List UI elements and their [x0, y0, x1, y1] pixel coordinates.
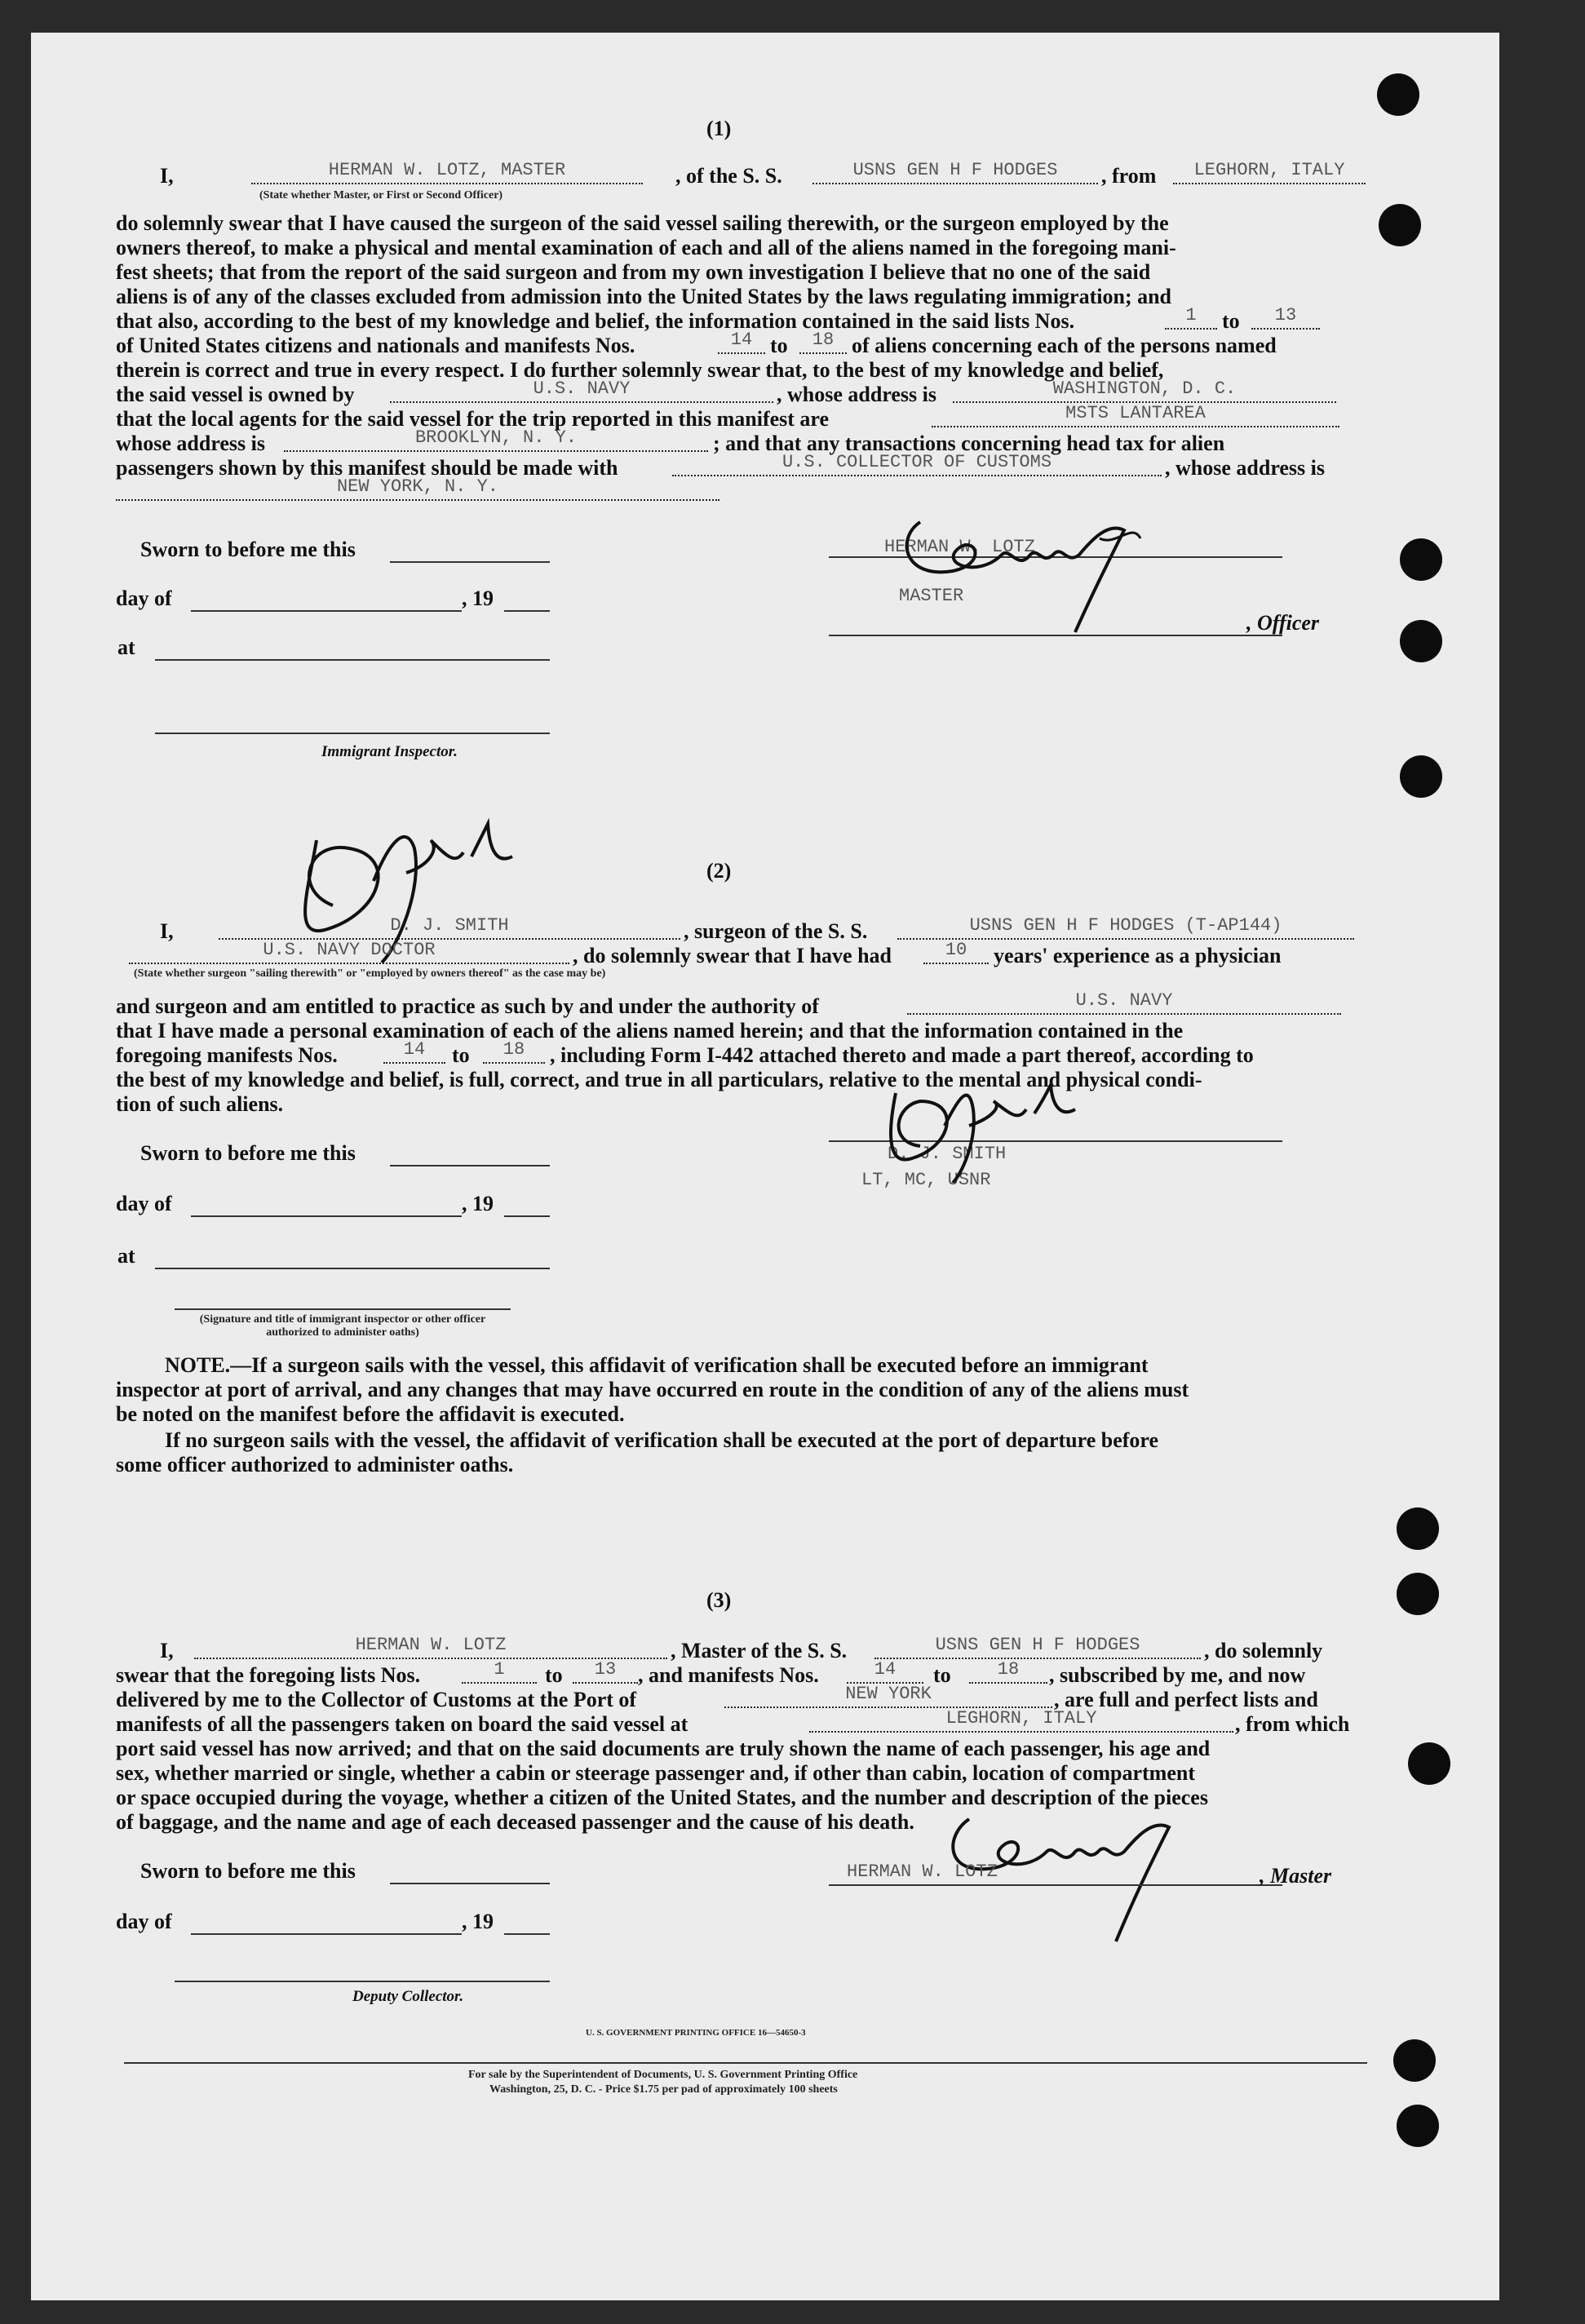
form-page — [31, 33, 1499, 2300]
to-label-2: to — [770, 334, 788, 357]
to-label-3: to — [452, 1043, 470, 1067]
punch-hole — [1397, 1573, 1439, 1615]
section-3-heading: (3) — [706, 1588, 732, 1612]
agents-address-label: whose address is — [116, 432, 266, 455]
punch-hole — [1408, 1742, 1450, 1785]
of-the-ss-label: , of the S. S. — [675, 164, 782, 188]
i-label-2: I, — [160, 919, 174, 943]
solemnly-label: , do solemnly — [1204, 1639, 1323, 1662]
para1-line2: owners thereof, to make a physical and mental examination of each and all of the aliens named in the foregoing mani- — [116, 236, 1176, 259]
aliens-text: of aliens concerning each of the persons named — [852, 334, 1277, 357]
vessel-field: USNS GEN H F HODGES — [812, 158, 1098, 184]
note-line-2: inspector at port of arrival, and any changes that may have occurred en route in the condition of any of the aliens must — [116, 1378, 1189, 1401]
manifests-to-field: 18 — [799, 328, 847, 354]
agents-field: MSTS LANTAREA — [932, 401, 1339, 427]
signer-typed-1: HERMAN W. LOTZ — [884, 537, 1035, 557]
surgeon-state-note: (State whether surgeon "sailing therewith" or "employed by owners thereof" as the case may be) — [134, 967, 606, 980]
master-name-field-3: HERMAN W. LOTZ — [194, 1633, 667, 1659]
manifests-from-field: 14 — [718, 328, 765, 354]
nineteen-label-3: , 19 — [462, 1910, 494, 1933]
signer-typed-2: D. J. SMITH — [888, 1144, 1007, 1164]
sale-line-2: Washington, 25, D. C. - Price $1.75 per pad of approximately 100 sheets — [489, 2083, 838, 2096]
manifests-from-field-3: 14 — [847, 1658, 923, 1684]
collector-address-field: NEW YORK, N. Y. — [116, 475, 719, 501]
day-of-label-3: day of — [116, 1910, 172, 1933]
to-label-4: to — [545, 1663, 563, 1687]
lists-to-field-3: 13 — [573, 1658, 638, 1684]
master-signature-1 — [888, 489, 1165, 644]
years-field: 10 — [923, 938, 989, 964]
surgeon-name-field: D. J. SMITH — [219, 914, 680, 940]
punch-hole — [1400, 755, 1442, 798]
at-label-1: at — [117, 635, 135, 659]
punch-hole — [1379, 204, 1421, 246]
punch-hole — [1400, 538, 1442, 581]
sale-line-1: For sale by the Superintendent of Documents, U. S. Government Printing Office — [468, 2069, 858, 2081]
nineteen-label-1: , 19 — [462, 587, 494, 610]
signer-title-1: MASTER — [899, 586, 964, 606]
day-of-label-2: day of — [116, 1192, 172, 1215]
punch-hole — [1377, 73, 1419, 116]
inspector-label: Immigrant Inspector. — [321, 743, 458, 760]
nineteen-label-2: , 19 — [462, 1192, 494, 1215]
sworn-label-2: Sworn to before me this — [140, 1141, 356, 1165]
master-of-label: , Master of the S. S. — [671, 1639, 848, 1662]
s3-line-2: sex, whether married or single, whether a cabin or steerage passenger and, if other than cabin, location of compartment — [116, 1761, 1195, 1785]
day-of-label-1: day of — [116, 587, 172, 610]
to-label-5: to — [933, 1663, 951, 1687]
subscribed-text: , subscribed by me, and now — [1049, 1663, 1306, 1687]
para1-line3: fest sheets; that from the report of the said surgeon and from my own investigation I believe that no one of the said — [116, 260, 1151, 284]
sworn-label-1: Sworn to before me this — [140, 538, 356, 561]
collector-whose-label: , whose address is — [1165, 456, 1326, 480]
signature-caption: (Signature and title of immigrant inspector or other officer authorized to administer oaths) — [199, 1313, 486, 1339]
deputy-collector-label: Deputy Collector. — [352, 1988, 464, 2005]
whose-address-label: , whose address is — [777, 383, 937, 406]
s3-line-1: port said vessel has now arrived; and that on the said documents are truly shown the name of each passenger, his age and — [116, 1737, 1211, 1760]
vessel-field-3: USNS GEN H F HODGES — [874, 1633, 1201, 1659]
manifests-to-field-2: 18 — [483, 1038, 545, 1064]
note-label: NOTE. — [165, 1353, 231, 1377]
lists-to-field: 13 — [1251, 303, 1320, 330]
head-tax-text: ; and that any transactions concerning head tax for alien — [713, 432, 1225, 455]
surgeon-type-field: U.S. NAVY DOCTOR — [129, 938, 569, 964]
punch-hole — [1397, 1507, 1439, 1550]
owned-by-label: the said vessel is owned by — [116, 383, 355, 406]
form-text: , including Form I-442 attached thereto and made a part thereof, according to — [550, 1043, 1254, 1067]
owner-address-field: WASHINGTON, D. C. — [953, 377, 1336, 403]
to-label: to — [1222, 309, 1240, 333]
punch-hole — [1400, 620, 1442, 662]
correct-line: therein is correct and true in every respect. I do further solemnly swear that, to the best of my knowledge and belief, — [116, 358, 1164, 382]
para1-line4: aliens is of any of the classes excluded from admission into the United States by the laws regulating immigration; and — [116, 285, 1172, 308]
from-which-label: , from which — [1235, 1712, 1350, 1736]
vessel-field-2: USNS GEN H F HODGES (T-AP144) — [897, 914, 1354, 940]
port-field: NEW YORK — [724, 1682, 1052, 1708]
years-text: years' experience as a physician — [994, 944, 1282, 967]
authority-field: U.S. NAVY — [907, 989, 1341, 1015]
agents-address-field: BROOKLYN, N. Y. — [284, 426, 708, 452]
officer-label: , Officer — [1246, 611, 1320, 635]
para1-line5: that also, according to the best of my knowledge and belief, the information contained in the said lists Nos. — [116, 309, 1075, 333]
owner-field: U.S. NAVY — [390, 377, 773, 403]
s3-line-3: or space occupied during the voyage, whether a citizen of the United States, and the number and description of the pieces — [116, 1786, 1208, 1809]
tion-line: tion of such aliens. — [116, 1092, 284, 1116]
swear-text-2: , do solemnly swear that I have had — [573, 944, 892, 967]
signer-rank-2: LT, MC, USNR — [861, 1170, 991, 1190]
note-line-3: be noted on the manifest before the affidavit is executed. — [116, 1402, 625, 1426]
citizens-text: of United States citizens and nationals and manifests Nos. — [116, 334, 635, 357]
para1-line1: do solemnly swear that I have caused the surgeon of the said vessel sailing therewith, or the surgeon employed by the — [116, 211, 1169, 235]
surgeon-of-label: , surgeon of the S. S. — [684, 919, 868, 943]
gpo-line: U. S. GOVERNMENT PRINTING OFFICE 16—54650-3 — [586, 2028, 806, 2038]
note-line-4: If no surgeon sails with the vessel, the affidavit of verification shall be executed at the port of departure before — [165, 1428, 1159, 1452]
section-1-heading: (1) — [706, 117, 732, 140]
full-text: , are full and perfect lists and — [1054, 1688, 1318, 1711]
and-manifests-label: , and manifests Nos. — [638, 1663, 819, 1687]
state-whether-note: (State whether Master, or First or Second Officer) — [259, 189, 503, 201]
sworn-label-3: Sworn to before me this — [140, 1859, 356, 1883]
i-label-3: I, — [160, 1639, 174, 1662]
exam-line: that I have made a personal examination of each of the aliens named herein; and that the information contained in the — [116, 1019, 1184, 1042]
authority-text: and surgeon and am entitled to practice as such by and under the authority of — [116, 994, 819, 1018]
signer-typed-3: HERMAN W. LOTZ — [847, 1861, 998, 1882]
at-label-2: at — [117, 1244, 135, 1268]
manifests-text: manifests of all the passengers taken on board the said vessel at — [116, 1712, 688, 1736]
from-port-field: LEGHORN, ITALY — [1173, 158, 1366, 184]
foregoing-text: foregoing manifests Nos. — [116, 1043, 338, 1067]
s3-line-4: of baggage, and the name and age of each deceased passenger and the cause of his death. — [116, 1810, 914, 1834]
master-name-field: HERMAN W. LOTZ, MASTER — [251, 158, 643, 184]
punch-hole — [1397, 2105, 1439, 2147]
passengers-text: passengers shown by this manifest should be made with — [116, 456, 618, 480]
punch-hole — [1393, 2039, 1436, 2082]
i-label: I, — [160, 164, 174, 188]
note-line-1: NOTE.—If a surgeon sails with the vessel, this affidavit of verification shall be executed before an immigrant — [165, 1353, 1149, 1377]
manifests-to-field-3: 18 — [969, 1658, 1047, 1684]
note-line-5: some officer authorized to administer oaths. — [116, 1453, 514, 1476]
collector-field: U.S. COLLECTOR OF CUSTOMS — [672, 450, 1162, 476]
swear-text-3: swear that the foregoing lists Nos. — [116, 1663, 421, 1687]
agents-label: that the local agents for the said vessel for the trip reported in this manifest are — [116, 407, 830, 431]
manifests-from-field-2: 14 — [383, 1038, 445, 1064]
master-label: , Master — [1260, 1864, 1332, 1888]
section-2-heading: (2) — [706, 859, 732, 883]
lists-from-field-3: 1 — [462, 1658, 537, 1684]
best-line: the best of my knowledge and belief, is full, correct, and true in all particulars, relative to the mental and physical condi- — [116, 1068, 1202, 1091]
surgeon-signature-2 — [871, 1069, 1116, 1183]
lists-from-field: 1 — [1165, 303, 1217, 330]
delivered-text: delivered by me to the Collector of Customs at the Port of — [116, 1688, 637, 1711]
taken-at-field: LEGHORN, ITALY — [809, 1706, 1233, 1733]
from-label: , from — [1101, 164, 1157, 188]
